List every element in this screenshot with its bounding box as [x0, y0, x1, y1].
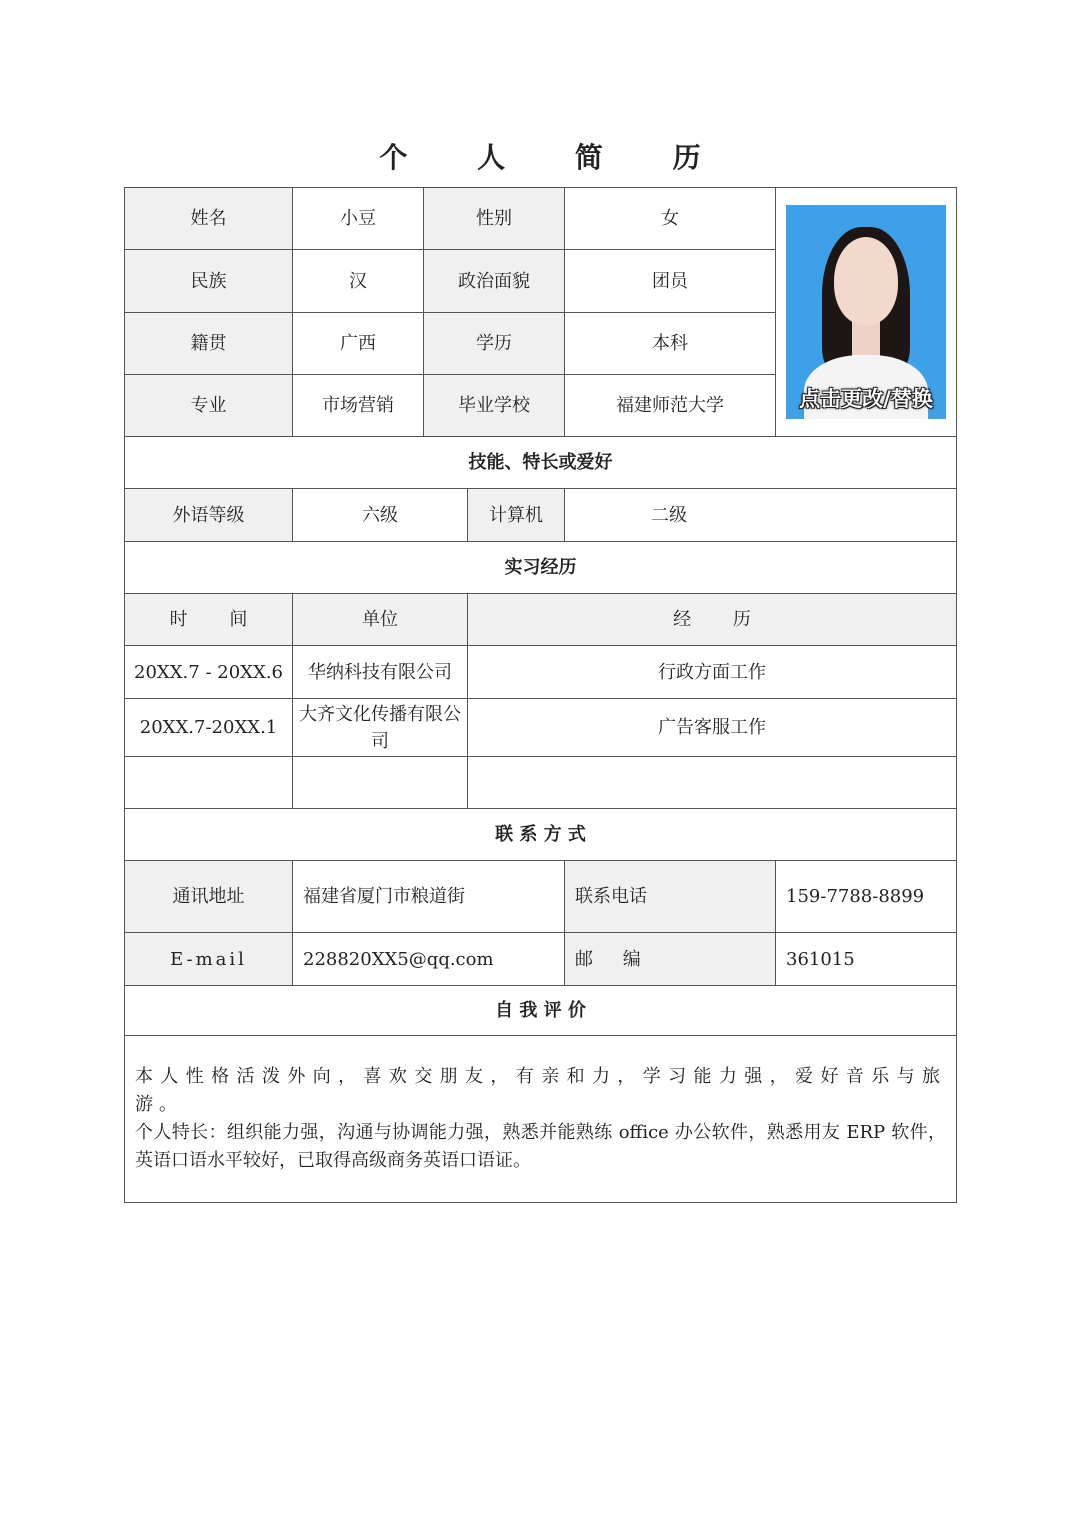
replace-photo-button[interactable]: 点击更改/替换 [799, 386, 933, 411]
language-label: 外语等级 [125, 489, 293, 542]
computer-value[interactable]: 二级 [565, 489, 957, 542]
education-label: 学历 [424, 313, 565, 375]
zip-value[interactable]: 361015 [776, 933, 957, 986]
internship-experience[interactable]: 广告客服工作 [468, 699, 957, 757]
internship-unit[interactable]: 华纳科技有限公司 [293, 646, 468, 699]
email-value[interactable]: 228820XX5@qq.com [293, 933, 565, 986]
hometown-value[interactable]: 广西 [293, 313, 424, 375]
self-eval-text[interactable] [125, 1036, 957, 1203]
page-title: 个 人 简 历 [379, 141, 731, 174]
phone-value[interactable]: 159-7788-8899 [776, 861, 957, 933]
internship-heading: 实习经历 [125, 542, 957, 594]
major-label: 专业 [125, 375, 293, 437]
skills-heading: 技能、特长或爱好 [125, 437, 957, 489]
school-label: 毕业学校 [424, 375, 565, 437]
profile-photo[interactable] [786, 205, 946, 419]
address-value[interactable]: 福建省厦门市粮道街 [293, 861, 565, 933]
ethnicity-value[interactable]: 汉 [293, 250, 424, 313]
gender-label: 性别 [424, 188, 565, 250]
contact-heading: 联 系 方 式 [125, 809, 957, 861]
major-value[interactable]: 市场营销 [293, 375, 424, 437]
self-eval-line2: 个人特长：组织能力强，沟通与协调能力强，熟悉并能熟练 office 办公软件，熟悉用友 ERP 软件，英语口语水平较好，已取得高级商务英语口语证。 [135, 1122, 946, 1171]
resume-table [124, 187, 957, 1203]
col-time-header: 时 间 [125, 594, 293, 646]
gender-value[interactable]: 女 [565, 188, 776, 250]
internship-experience[interactable]: 行政方面工作 [468, 646, 957, 699]
email-label: E-mail [125, 933, 293, 986]
name-label: 姓名 [125, 188, 293, 250]
col-unit-header: 单位 [293, 594, 468, 646]
zip-label: 邮 编 [565, 933, 776, 986]
internship-time[interactable]: 20XX.7-20XX.1 [125, 699, 293, 757]
hometown-label: 籍贯 [125, 313, 293, 375]
photo-cell[interactable] [776, 188, 957, 437]
internship-experience[interactable] [468, 757, 957, 809]
ethnicity-label: 民族 [125, 250, 293, 313]
internship-time[interactable]: 20XX.7 - 20XX.6 [125, 646, 293, 699]
computer-label: 计算机 [468, 489, 565, 542]
education-value[interactable]: 本科 [565, 313, 776, 375]
language-value[interactable]: 六级 [293, 489, 468, 542]
address-label: 通讯地址 [125, 861, 293, 933]
self-eval-line1: 本人性格活泼外向，喜欢交朋友，有亲和力，学习能力强，爱好音乐与旅游。 [135, 1066, 946, 1115]
political-label: 政治面貌 [424, 250, 565, 313]
col-experience-header: 经 历 [468, 594, 957, 646]
internship-time[interactable] [125, 757, 293, 809]
name-value[interactable]: 小豆 [293, 188, 424, 250]
internship-unit[interactable] [293, 757, 468, 809]
internship-unit[interactable]: 大齐文化传播有限公司 [293, 699, 468, 757]
school-value[interactable]: 福建师范大学 [565, 375, 776, 437]
phone-label: 联系电话 [565, 861, 776, 933]
self-eval-heading: 自 我 评 价 [125, 986, 957, 1036]
political-value[interactable]: 团员 [565, 250, 776, 313]
photo-face [834, 237, 898, 325]
